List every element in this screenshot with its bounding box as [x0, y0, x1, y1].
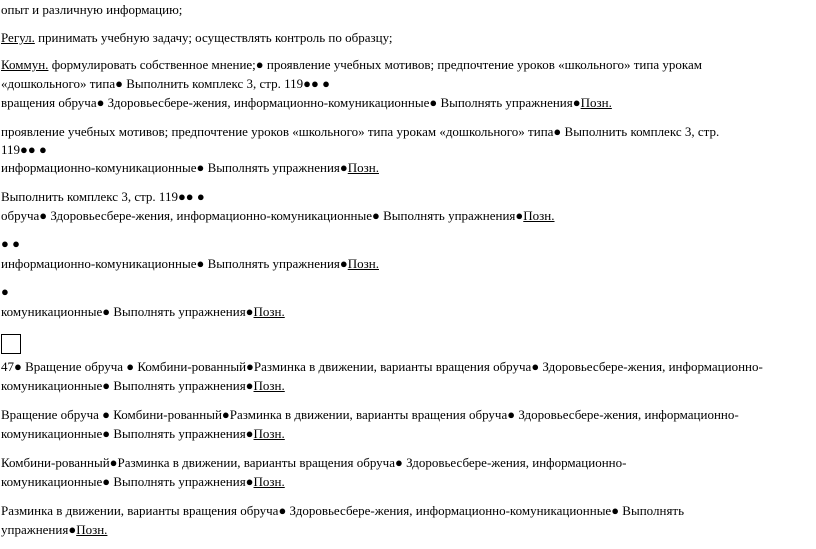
line-text: комуникационные● Выполнять упражнения● — [1, 426, 254, 441]
text-line — [1, 357, 763, 377]
line-text: формулировать собственное мнение;● проявление учебных мотивов; предпочтение уроков «школьного» типа урокам — [48, 57, 702, 72]
text-line — [1, 55, 702, 75]
pozn-link[interactable]: Позн. — [253, 426, 285, 441]
line-text: комуникационные● Выполнять упражнения● — [1, 304, 254, 319]
line-text: опыт и различную информацию; — [1, 2, 183, 17]
pozn-link[interactable]: Позн. — [76, 522, 108, 537]
text-line — [1, 234, 20, 254]
text-line — [1, 302, 285, 322]
pozn-link[interactable]: Позн. — [253, 304, 285, 319]
line-text: обруча● Здоровьесбере-жения, информационно-комуникационные● Выполнять упражнения● — [1, 208, 524, 223]
line-text: ● — [1, 284, 9, 299]
line-text: «дошкольного» типа● Выполнить комплекс 3, стр. 119●● ● — [1, 76, 330, 91]
line-text: ● ● — [1, 236, 20, 251]
text-line — [1, 158, 379, 178]
text-line — [1, 140, 47, 160]
line-text: проявление учебных мотивов; предпочтение уроков «школьного» типа урокам «дошкольного» типа● Выполнить комплекс 3, стр. — [1, 124, 720, 139]
text-line — [1, 122, 719, 142]
pozn-link[interactable]: Позн. — [580, 95, 612, 110]
line-text: Вращение обруча ● Комбини-рованный●Разминка в движении, варианты вращения обруча● Здоровьесбере-жения, информационно- — [1, 407, 739, 422]
text-line — [1, 187, 205, 207]
text-line — [1, 28, 393, 48]
text-line — [1, 74, 330, 94]
line-text: Выполнить комплекс 3, стр. 119●● ● — [1, 189, 205, 204]
text-line — [1, 282, 9, 302]
text-line — [1, 501, 684, 521]
line-text: комуникационные● Выполнять упражнения● — [1, 474, 254, 489]
empty-checkbox[interactable] — [1, 334, 21, 354]
text-line — [1, 93, 612, 113]
pozn-link[interactable]: Позн. — [253, 474, 285, 489]
pozn-link[interactable]: Позн. — [347, 256, 379, 271]
line-text: информационно-комуникационные● Выполнять упражнения● — [1, 160, 348, 175]
text-line — [1, 206, 555, 226]
pozn-link[interactable]: Позн. — [347, 160, 379, 175]
line-text: 119●● ● — [1, 142, 47, 157]
text-line — [1, 472, 285, 492]
text-line — [1, 453, 626, 473]
line-text: принимать учебную задачу; осуществлять контроль по образцу; — [34, 30, 393, 45]
pozn-link[interactable]: Позн. — [523, 208, 555, 223]
text-line — [1, 0, 182, 20]
pozn-link[interactable]: Позн. — [253, 378, 285, 393]
line-text: информационно-комуникационные● Выполнять упражнения● — [1, 256, 348, 271]
text-line — [1, 376, 285, 396]
text-line — [1, 520, 107, 540]
line-text: вращения обруча● Здоровьесбере-жения, информационно-комуникационные● Выполнять упражнения● — [1, 95, 581, 110]
line-text: Разминка в движении, варианты вращения обруча● Здоровьесбере-жения, информационно-комуникационные● Выполнять — [1, 503, 685, 518]
text-line — [1, 405, 739, 425]
kommun-label: Коммун. — [1, 57, 49, 72]
regul-label: Регул. — [1, 30, 35, 45]
line-text: Комбини-рованный●Разминка в движении, варианты вращения обруча● Здоровьесбере-жения, информационно- — [1, 455, 627, 470]
line-text: упражнения● — [1, 522, 77, 537]
line-text: 47● Вращение обруча ● Комбини-рованный●Разминка в движении, варианты вращения обруча● Здоровьесбере-жения, информационно- — [1, 359, 763, 374]
text-line — [1, 424, 285, 444]
text-line — [1, 254, 379, 274]
line-text: комуникационные● Выполнять упражнения● — [1, 378, 254, 393]
